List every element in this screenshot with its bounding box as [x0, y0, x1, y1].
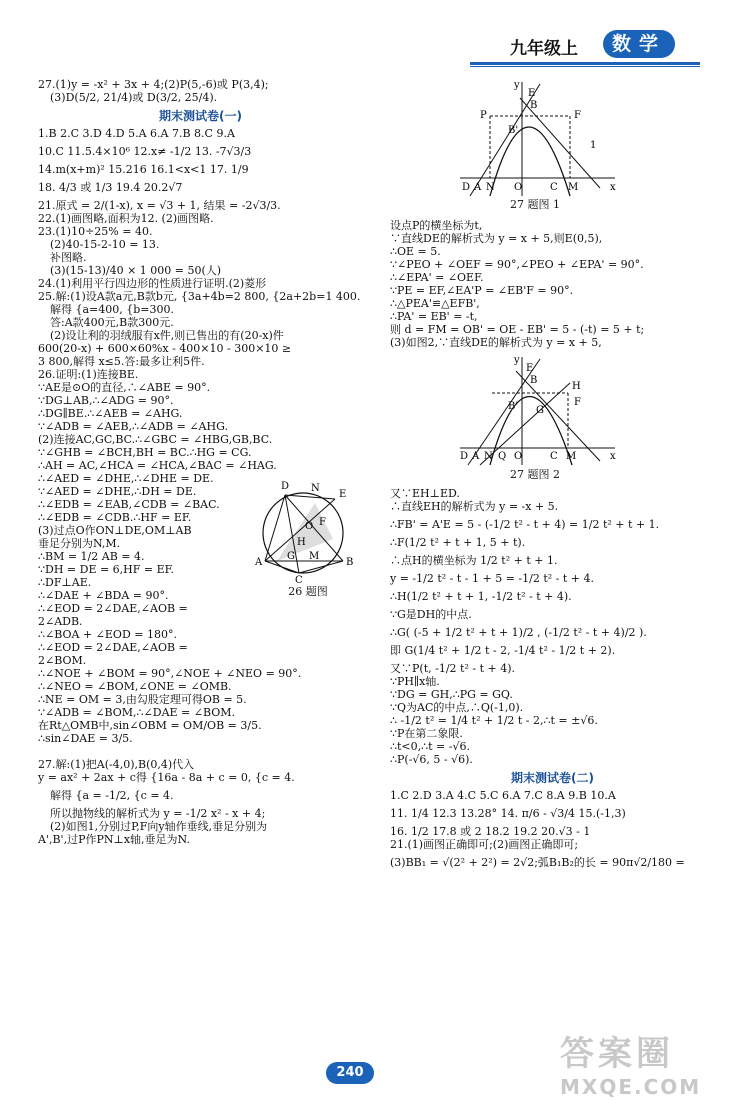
- label-b: B: [346, 557, 354, 568]
- text-line: ∴OE = 5.: [390, 245, 441, 258]
- text-line: 1.B 2.C 3.D 4.D 5.A 6.A 7.B 8.C 9.A: [38, 127, 235, 140]
- text-line: 14.m(x+m)² 15.216 16.1<x<1 17. 1/9: [38, 163, 249, 176]
- text-line: ∵AE是⊙O的直径,∴∠ABE = 90°.: [38, 381, 211, 394]
- shaded-triangle: [277, 503, 333, 561]
- text-line: ∵P在第二象限.: [390, 727, 463, 740]
- text-line: y = ax² + 2ax + c得 {16a - 8a + c = 0, {c = 4.: [38, 771, 295, 784]
- text-line: ∴点H的横坐标为 1/2 t² + t + 1.: [390, 554, 558, 567]
- text-line: 解得 {a=400, {b=300.: [50, 303, 175, 316]
- text-line: ∵∠ADB = ∠BOM,∴∠DAE = ∠BOM.: [38, 706, 236, 719]
- text-line: 2∠BOM.: [38, 654, 87, 667]
- label-n: N: [486, 182, 495, 193]
- circle-figure: [253, 475, 363, 585]
- text-line: ∴PA' = EB' = -t,: [390, 310, 478, 323]
- text-line: ∴∠EDB = ∠EAB,∠CDB = ∠BAC.: [38, 498, 220, 511]
- text-line: (3)(15-13)/40 × 1 000 = 50(人): [50, 264, 222, 277]
- text-line: 补图略.: [50, 251, 87, 264]
- text-line: ∴DG∥BE.∴∠AEB = ∠AHG.: [38, 407, 183, 420]
- text-line: ∴∠EOD = 2∠DAE,∠AOB =: [38, 641, 188, 654]
- label-d: D: [462, 182, 471, 193]
- figure-27-2-caption: 27 题图 2: [510, 468, 560, 481]
- figure-27-1: [390, 78, 715, 211]
- text-line: 23.(1)10÷25% = 40.: [38, 225, 153, 238]
- text-line: ∵DG⊥AB,∴∠ADG = 90°.: [38, 394, 174, 407]
- text-line: 11. 1/4 12.3 13.28° 14. π/6 - √3/4 15.(-1,3): [390, 807, 626, 820]
- label-m: M: [566, 451, 577, 462]
- text-line: ∵∠GHB = ∠BCH,BH = BC.∴HG = CG.: [38, 446, 252, 459]
- text-line: ∴∠EPA' = ∠OEF.: [390, 271, 484, 284]
- text-line: 又∵P(t, -1/2 t² - t + 4).: [390, 662, 515, 675]
- parabola-figure-2: [450, 353, 620, 468]
- label-m: M: [568, 182, 579, 193]
- parabola-curve: [490, 127, 570, 196]
- right-column: [390, 78, 715, 869]
- text-line: 600(20-x) + 600×60%x - 400×10 - 300×10 ≥: [38, 342, 292, 355]
- text-line: 2∠ADB.: [38, 615, 83, 628]
- label-c: C: [550, 451, 558, 462]
- label-e: E: [528, 88, 536, 99]
- text-line: (3)过点O作ON⊥DE,OM⊥AB: [38, 524, 192, 537]
- section-title-exam-1: 期末测试卷(一): [159, 109, 242, 123]
- exam-2-answers: [390, 789, 715, 869]
- header-rule: [470, 62, 700, 65]
- segment-de: [285, 495, 335, 499]
- label-q: Q: [498, 451, 507, 462]
- text-line: 16. 1/2 17.8 或 2 18.2 19.2 20.√3 - 1: [390, 825, 591, 838]
- section-title-exam-2: 期末测试卷(二): [511, 771, 594, 785]
- text-line: 所以抛物线的解析式为 y = -1/2 x² - x + 4;: [50, 807, 266, 820]
- text-line: (2)如图1,分别过P,F向y轴作垂线,垂足分别为: [50, 820, 268, 833]
- label-bprime: B': [508, 401, 519, 412]
- text-line: 又∵EH⊥ED.: [390, 487, 460, 500]
- label-h: H: [297, 537, 306, 548]
- text-line: ∴∠EOD = 2∠DAE,∠AOB =: [38, 602, 188, 615]
- text-line: ∵∠ADB = ∠AEB,∴∠ADB = ∠AHG.: [38, 420, 228, 433]
- label-b: B: [530, 100, 538, 111]
- text-line: y = -1/2 t² - t - 1 + 5 = -1/2 t² - t + 4.: [390, 572, 595, 585]
- text-line: (3)D(5/2, 21/4)或 D(3/2, 25/4).: [50, 91, 218, 104]
- text-line: ∴∠NEO = ∠BOM,∠ONE = ∠OMB.: [38, 680, 232, 693]
- label-b: B: [530, 375, 538, 386]
- q27-lines: [38, 758, 363, 846]
- text-line: ∴F(1/2 t² + t + 1, 5 + t).: [390, 536, 526, 549]
- text-line: 10.C 11.5.4×10⁶ 12.x≠ -1/2 13. -7√3/3: [38, 145, 252, 158]
- label-x: x: [610, 182, 616, 193]
- text-line: ∴FB' = A'E = 5 - (-1/2 t² - t + 4) = 1/2 t² + t + 1.: [390, 518, 660, 531]
- watermark: [560, 1026, 740, 1112]
- text-line: 27.解:(1)把A(-4,0),B(0,4)代入: [38, 758, 195, 771]
- text-line: ∵DH = DE = 6,HF = EF.: [38, 563, 175, 576]
- text-line: ∵DG = GH,∴PG = GQ.: [390, 688, 513, 701]
- text-line: 垂足分别为N,M.: [38, 537, 121, 550]
- label-bprime: B': [508, 125, 519, 136]
- line-ef: [520, 98, 600, 188]
- subject-badge: 数学: [603, 30, 675, 58]
- q27-cont-lines-a: [390, 219, 715, 349]
- watermark-top: 答案圈: [560, 1034, 674, 1074]
- text-line: ∴∠AED = ∠DHE,∴∠DHE = DE.: [38, 472, 214, 485]
- segment-ac: [265, 561, 299, 573]
- text-line: ∴NE = OM = 3,由勾股定理可得OB = 5.: [38, 693, 247, 706]
- figure-27-1-caption: 27 题图 1: [510, 198, 560, 211]
- text-line: ∵∠AED = ∠DHE,∴DH = DE.: [38, 485, 197, 498]
- text-line: ∵G是DH的中点.: [390, 608, 472, 621]
- text-line: ∴直线EH的解析式为 y = -x + 5.: [390, 500, 559, 513]
- segment-cb: [299, 561, 343, 573]
- label-e: E: [339, 489, 347, 500]
- text-line: 18. 4/3 或 1/3 19.4 20.2√7: [38, 181, 183, 194]
- label-c: C: [550, 182, 558, 193]
- text-line: ∵∠PEO + ∠OEF = 90°,∠PEO + ∠EPA' = 90°.: [390, 258, 644, 271]
- text-line: ∴△PEA'≌△EFB',: [390, 297, 480, 310]
- label-d: D: [460, 451, 469, 462]
- text-line: ∵PE = EF,∠EA'P = ∠EB'F = 90°.: [390, 284, 574, 297]
- text-line: ∵PH∥x轴.: [390, 675, 440, 688]
- text-line: ∴t<0,∴t = -√6.: [390, 740, 470, 753]
- label-f: F: [574, 110, 581, 121]
- header-rule-thin: [470, 66, 700, 67]
- text-line: ∴H(1/2 t² + t + 1, -1/2 t² - t + 4).: [390, 590, 572, 603]
- label-c: C: [295, 575, 303, 585]
- text-line: ∴G( (-5 + 1/2 t² + t + 1)/2 , (-1/2 t² - t + 4)/2 ).: [390, 626, 647, 639]
- label-y: y: [514, 80, 520, 91]
- text-line: ∴∠NOE + ∠BOM = 90°,∠NOE + ∠NEO = 90°.: [38, 667, 302, 680]
- text-line: (2)设让利的羽绒服有x件,则已售出的有(20-x)件: [50, 329, 284, 342]
- text-line: 24.(1)利用平行四边形的性质进行证明.(2)菱形: [38, 277, 267, 290]
- text-line: 3 800,解得 x≤5.答:最多让利5件.: [38, 355, 205, 368]
- q27-cont-lines-b: [390, 487, 715, 766]
- text-line: ∴DF⊥AE.: [38, 576, 92, 589]
- label-g: G: [536, 405, 544, 416]
- text-line: 解得 {a = -1/2, {c = 4.: [50, 789, 174, 802]
- grade-label: 九年级上: [510, 39, 578, 59]
- label-g: G: [287, 551, 295, 562]
- text-line: 1.C 2.D 3.A 4.C 5.C 6.A 7.C 8.A 9.B 10.A: [390, 789, 616, 802]
- text-line: 27.(1)y = -x² + 3x + 4;(2)P(5,-6)或 P(3,4);: [38, 78, 269, 91]
- text-line: ∴ -1/2 t² = 1/4 t² + 1/2 t - 2,∴t = ±√6.: [390, 714, 598, 727]
- label-n: N: [484, 451, 493, 462]
- text-line: 在Rt△OMB中,sin∠OBM = OM/OB = 3/5.: [38, 719, 262, 732]
- text-line: ∴sin∠DAE = 3/5.: [38, 732, 133, 745]
- label-e: E: [526, 363, 534, 374]
- text-line: 25.解:(1)设A款a元,B款b元, {3a+4b=2 800, {2a+2b=1 400.: [38, 290, 361, 303]
- text-line: (2)40-15-2-10 = 13.: [50, 238, 160, 251]
- text-line: ∵Q为AC的中点,∴Q(-1,0).: [390, 701, 524, 714]
- q26-lines: [38, 550, 302, 745]
- label-a: A: [472, 451, 480, 462]
- parabola-figure-1: [450, 78, 620, 198]
- text-line: ∴∠DAE + ∠BDA = 90°.: [38, 589, 169, 602]
- label-a: A: [474, 182, 482, 193]
- label-n: N: [311, 483, 320, 494]
- label-o: O: [514, 182, 523, 193]
- text-line: 设点P的横坐标为t,: [390, 219, 483, 232]
- page-header: [0, 0, 750, 68]
- text-line: (3)如图2,∵直线DE的解析式为 y = x + 5,: [390, 336, 602, 349]
- figure-26: [253, 475, 363, 598]
- label-one: 1: [590, 140, 597, 151]
- text-line: (3)BB₁ = √(2² + 2²) = 2√2;弧B₁B₂的长 = 90π√2/180 =: [390, 856, 685, 869]
- label-m: M: [309, 551, 320, 562]
- text-line: 22.(1)画图略,面积为12. (2)画图略.: [38, 212, 214, 225]
- label-y: y: [514, 355, 520, 366]
- text-line: ∴P(-√6, 5 - √6).: [390, 753, 473, 766]
- text-line: 21.原式 = 2/(1-x), x = √3 + 1, 结果 = -2√3/3.: [38, 199, 281, 212]
- label-p: P: [480, 110, 487, 121]
- answers-q27-prev: [38, 78, 363, 104]
- text-line: 答:A款400元,B款300元.: [50, 316, 174, 329]
- watermark-bottom: MXQE.COM: [560, 1075, 702, 1099]
- text-line: 21.(1)画图正确即可;(2)画图正确即可;: [390, 838, 579, 851]
- left-column: [38, 78, 363, 846]
- label-o: O: [305, 521, 314, 532]
- figure-26-caption: 26 题图: [288, 585, 328, 598]
- page-number: 240: [326, 1062, 374, 1084]
- label-f: F: [574, 397, 581, 408]
- label-h: H: [572, 381, 581, 392]
- label-a: A: [255, 557, 263, 568]
- text-line: ∴AH = AC,∠HCA = ∠HCA,∠BAC = ∠HAG.: [38, 459, 277, 472]
- label-o: O: [514, 451, 523, 462]
- label-f: F: [319, 517, 326, 528]
- text-line: ∴∠BOA + ∠EOD = 180°.: [38, 628, 177, 641]
- text-line: A',B',过P作PN⊥x轴,垂足为N.: [38, 833, 190, 846]
- text-line: (2)连接AC,GC,BC.∴∠GBC = ∠HBG,GB,BC.: [38, 433, 273, 446]
- text-line: ∴BM = 1/2 AB = 4.: [38, 550, 145, 563]
- label-d: D: [281, 481, 290, 492]
- text-line: 即 G(1/4 t² + 1/2 t - 2, -1/4 t² - 1/2 t + 2).: [390, 644, 616, 657]
- text-line: 26.证明:(1)连接BE.: [38, 368, 139, 381]
- figure-27-2: [390, 353, 715, 481]
- text-line: ∴∠EDB = ∠CDB.∴HF = EF.: [38, 511, 192, 524]
- text-line: ∵直线DE的解析式为 y = x + 5,则E(0,5),: [390, 232, 603, 245]
- label-x: x: [610, 451, 616, 462]
- text-line: 则 d = FM = OB' = OE - EB' = 5 - (-t) = 5 + t;: [390, 323, 645, 336]
